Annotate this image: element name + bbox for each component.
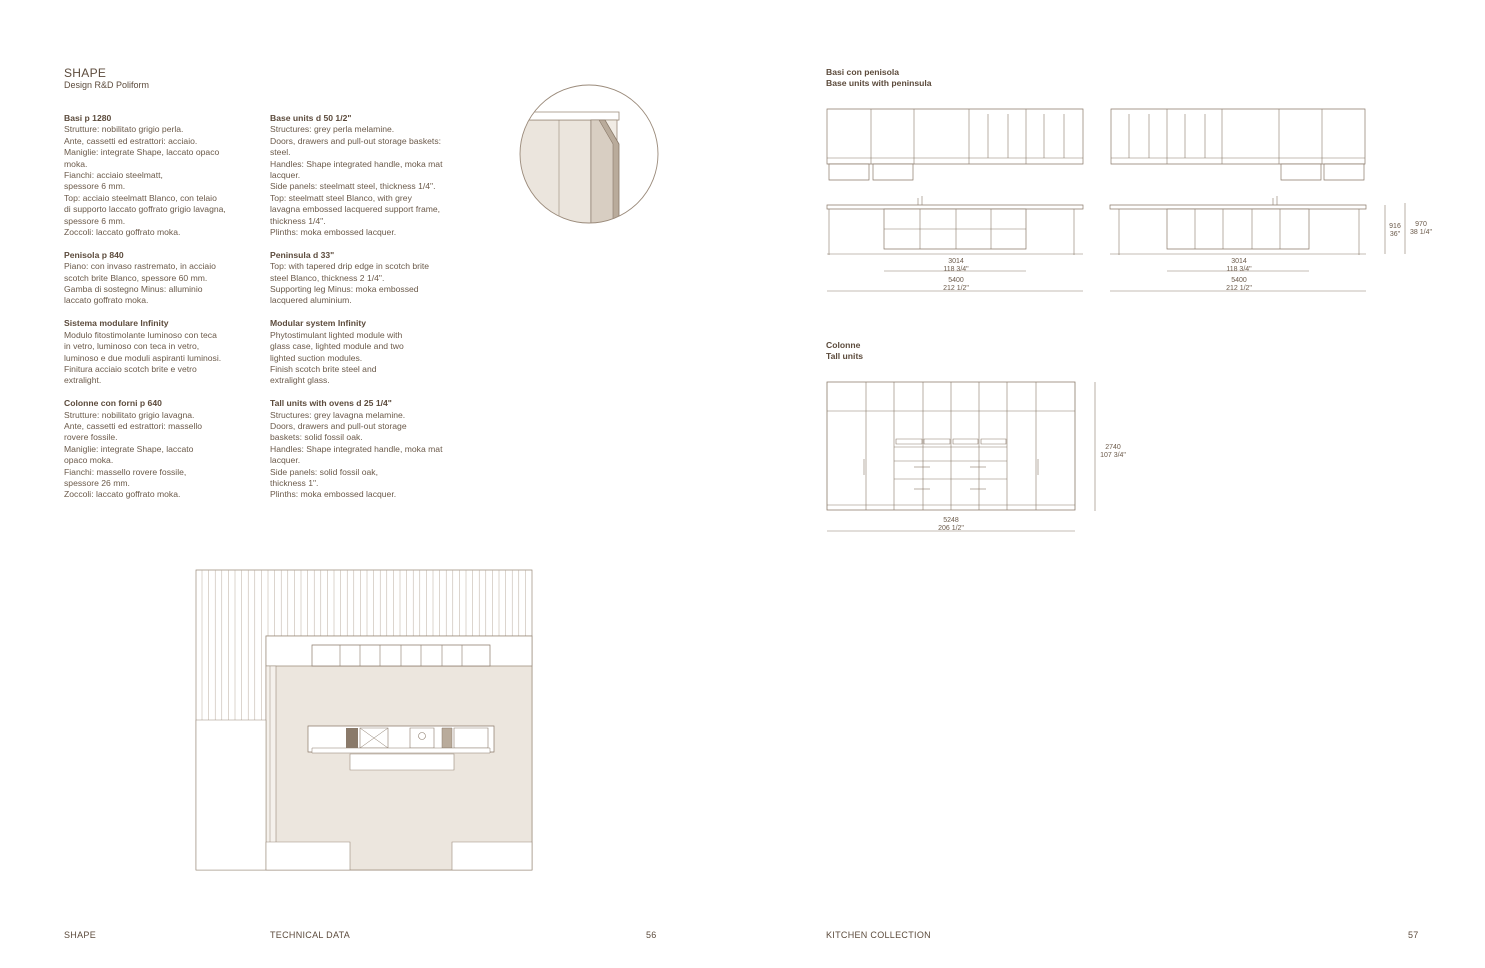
- dim-mm: 2740: [1105, 444, 1121, 451]
- tall-section-it: Colonne: [826, 340, 861, 350]
- spec-line: glass case, lighted module and two: [270, 341, 404, 352]
- spec-line: Ante, cassetti ed estrattori: acciaio.: [64, 135, 198, 146]
- italian-spec-column: [64, 113, 259, 512]
- dim-in: 212 1/2": [1226, 284, 1252, 292]
- right-outer-dimension: [1209, 277, 1269, 292]
- spec-heading: Tall units with ovens d 25 1/4": [270, 398, 392, 409]
- spec-line: Handles: Shape integrated handle, moka mat: [270, 443, 443, 454]
- base-section-heading: [826, 67, 932, 90]
- dim-in: 118 3/4": [1226, 265, 1252, 273]
- spec-heading: Colonne con forni p 640: [64, 398, 162, 409]
- spec-line: thickness 1".: [270, 477, 319, 488]
- spec-line: spessore 26 mm.: [64, 477, 130, 488]
- english-spec-column: [270, 113, 470, 512]
- spec-line: lacquered aluminium.: [270, 295, 352, 306]
- spec-line: Side panels: steelmatt steel, thickness 1/4".: [270, 181, 436, 192]
- dim-in: 38 1/4": [1410, 228, 1432, 236]
- spec-line: Fianchi: acciaio steelmatt,: [64, 170, 163, 181]
- spec-line: Structures: grey lavagna melamine.: [270, 409, 406, 420]
- spec-line: Plinths: moka embossed lacquer.: [270, 489, 397, 500]
- spec-block: [64, 318, 259, 386]
- tall-height-dimension: [1098, 444, 1128, 459]
- footer-left-page-number: 56: [646, 930, 657, 940]
- height-dimension-970: [1407, 221, 1435, 236]
- tall-width-dimension: [921, 517, 981, 532]
- spec-line: lacquer.: [270, 170, 301, 181]
- dim-mm: 3014: [1231, 258, 1247, 265]
- spec-heading: Base units d 50 1/2": [270, 113, 352, 123]
- footer-right-section: KITCHEN COLLECTION: [826, 930, 931, 940]
- spec-heading: Peninsula d 33": [270, 249, 335, 260]
- spec-line: lacquer.: [270, 455, 301, 466]
- spec-line: moka.: [64, 158, 88, 169]
- spec-block: [64, 113, 259, 238]
- footer-left-title: SHAPE: [64, 930, 97, 940]
- spec-block: [270, 398, 470, 501]
- dim-mm: 970: [1415, 221, 1427, 228]
- spec-line: Maniglie: integrate Shape, laccato opaco: [64, 147, 220, 158]
- left-inner-dimension: [926, 258, 986, 273]
- tall-section-heading: [826, 340, 863, 363]
- spec-block: [64, 250, 259, 307]
- spec-heading: Basi p 1280: [64, 113, 112, 123]
- base-section-it: Basi con penisola: [826, 67, 900, 77]
- spec-line: steel.: [270, 147, 291, 158]
- left-outer-dimension: [926, 277, 986, 292]
- spec-line: Structures: grey perla melamine.: [270, 124, 395, 135]
- dim-mm: 5248: [943, 517, 959, 524]
- spec-line: spessore 6 mm.: [64, 181, 126, 192]
- footer-left-section: TECHNICAL DATA: [270, 930, 351, 940]
- spec-line: Zoccoli: laccato goffrato moka.: [64, 227, 181, 238]
- spec-block: [270, 318, 470, 386]
- spec-line: Zoccoli: laccato goffrato moka.: [64, 489, 181, 500]
- spec-line: extralight glass.: [270, 375, 330, 386]
- spec-heading: Sistema modulare Infinity: [64, 318, 169, 329]
- spec-line: di supporto laccato goffrato grigio lavagna,: [64, 204, 226, 215]
- spec-block: [64, 398, 259, 501]
- spec-line: opaco moka.: [64, 455, 114, 466]
- dim-in: 206 1/2": [938, 524, 964, 532]
- page-subtitle: Design R&D Poliform: [64, 80, 150, 90]
- right-inner-dimension: [1209, 258, 1269, 273]
- spec-line: Fianchi: massello rovere fossile,: [64, 466, 187, 477]
- spec-line: Gamba di sostegno Minus: alluminio: [64, 284, 203, 295]
- spec-line: spessore 6 mm.: [64, 215, 126, 226]
- spec-line: Phytostimulant lighted module with: [270, 329, 403, 340]
- dim-in: 118 3/4": [943, 265, 969, 273]
- spec-block: [270, 113, 470, 238]
- spec-heading: Penisola p 840: [64, 249, 124, 260]
- spec-line: Plinths: moka embossed lacquer.: [270, 227, 397, 238]
- tall-section-en: Tall units: [826, 351, 864, 362]
- spec-line: Piano: con invaso rastremato, in acciaio: [64, 261, 216, 272]
- spec-line: Supporting leg Minus: moka embossed: [270, 284, 419, 295]
- height-dimension-916: [1386, 223, 1404, 238]
- spec-line: in vetro, luminoso con teca in vetro,: [64, 341, 200, 352]
- spec-line: extralight.: [64, 375, 102, 386]
- spec-line: Top: steelmatt steel Blanco, with grey: [270, 192, 412, 203]
- spec-line: Top: acciaio steelmatt Blanco, con telaio: [64, 192, 217, 203]
- spec-heading: Modular system Infinity: [270, 318, 366, 329]
- edge-detail-drawing: [519, 84, 661, 226]
- spec-line: lighted suction modules.: [270, 352, 363, 363]
- spec-line: Finitura acciaio scotch brite e vetro: [64, 363, 197, 374]
- spec-line: Finish scotch brite steel and: [270, 363, 377, 374]
- spec-line: thickness 1/4".: [270, 215, 326, 226]
- spec-line: Handles: Shape integrated handle, moka mat: [270, 158, 443, 169]
- dim-mm: 3014: [948, 258, 964, 265]
- spec-line: luminoso e due moduli aspiranti luminosi.: [64, 352, 222, 363]
- spec-line: Doors, drawers and pull-out storage: [270, 420, 407, 431]
- spec-line: Doors, drawers and pull-out storage baskets:: [270, 135, 442, 146]
- page-title: SHAPE: [64, 66, 107, 80]
- spec-line: Side panels: solid fossil oak,: [270, 466, 378, 477]
- dim-mm: 5400: [948, 277, 964, 284]
- spec-line: laccato goffrato moka.: [64, 295, 149, 306]
- spec-line: scotch brite Blanco, spessore 60 mm.: [64, 272, 208, 283]
- spec-line: Strutture: nobilitato grigio lavagna.: [64, 409, 195, 420]
- spec-line: steel Blanco, thickness 2 1/4".: [270, 272, 385, 283]
- tall-units-elevation: [826, 381, 1126, 536]
- kitchen-floor-plan: [196, 570, 533, 872]
- dim-mm: 916: [1389, 223, 1401, 230]
- dim-in: 36": [1389, 230, 1401, 238]
- spec-line: rovere fossile.: [64, 432, 118, 443]
- footer-right-page-number: 57: [1408, 930, 1419, 940]
- dim-in: 212 1/2": [943, 284, 969, 292]
- spec-line: baskets: solid fossil oak.: [270, 432, 363, 443]
- base-section-en: Base units with peninsula: [826, 78, 932, 89]
- dim-mm: 5400: [1231, 277, 1247, 284]
- spec-line: Modulo fitostimolante luminoso con teca: [64, 329, 217, 340]
- spec-line: lavagna embossed lacquered support frame,: [270, 204, 441, 215]
- spec-line: Top: with tapered drip edge in scotch brite: [270, 261, 430, 272]
- spec-block: [270, 250, 470, 307]
- spec-line: Ante, cassetti ed estrattori: massello: [64, 420, 203, 431]
- spec-line: Maniglie: integrate Shape, laccato: [64, 443, 194, 454]
- spec-line: Strutture: nobilitato grigio perla.: [64, 124, 184, 135]
- dim-in: 107 3/4": [1100, 451, 1126, 459]
